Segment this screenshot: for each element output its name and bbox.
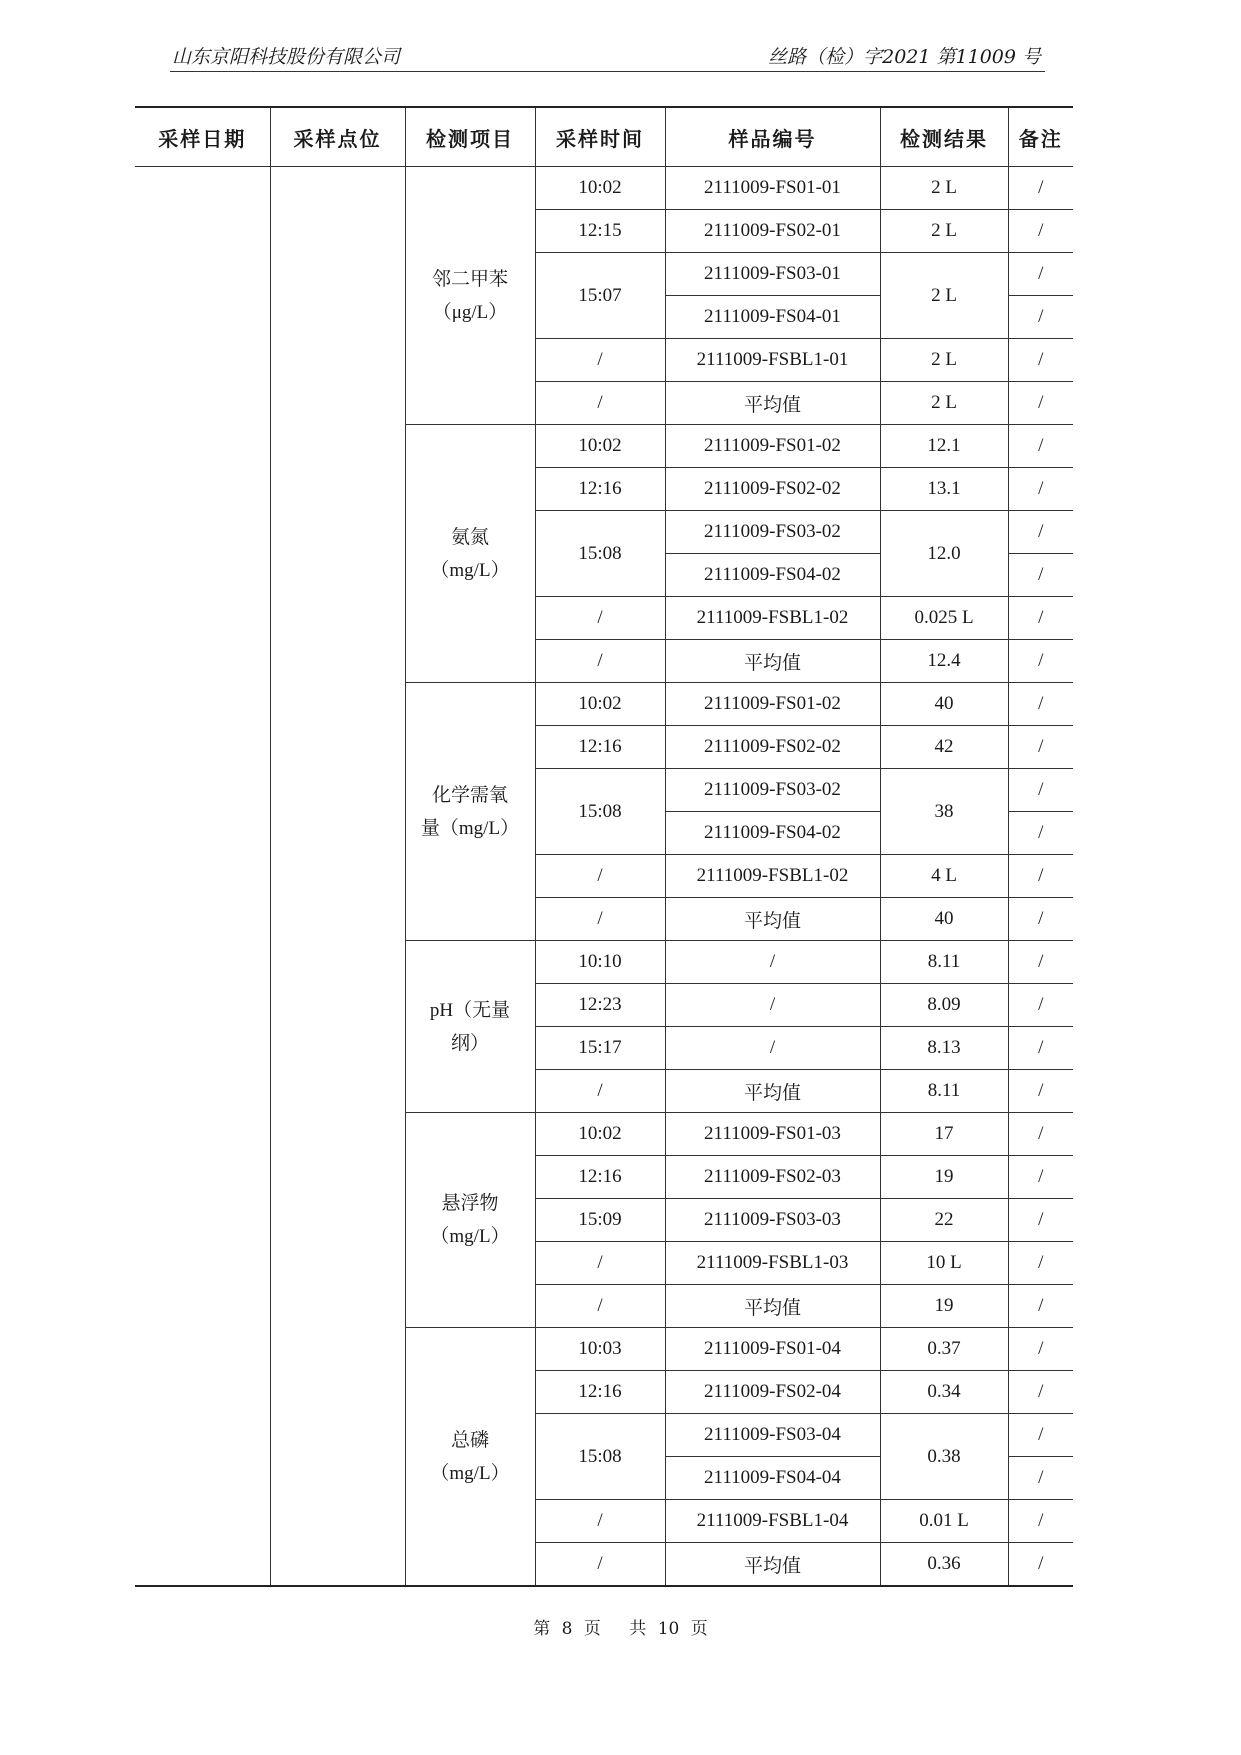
test-result: 8.11: [880, 941, 1008, 984]
sample-id: 2111009-FS03-03: [665, 1199, 880, 1242]
note: /: [1008, 597, 1073, 640]
test-result: 2 L: [880, 210, 1008, 253]
note: /: [1008, 296, 1073, 339]
note: /: [1008, 1027, 1073, 1070]
sampling-time: /: [535, 855, 665, 898]
test-result: 2 L: [880, 339, 1008, 382]
sample-id: 2111009-FS02-02: [665, 468, 880, 511]
company-name: 山东京阳科技股份有限公司: [172, 46, 401, 68]
test-result: 8.09: [880, 984, 1008, 1027]
sampling-time: 12:16: [535, 468, 665, 511]
sample-id: 2111009-FS03-01: [665, 253, 880, 296]
table-header-row: [135, 107, 1073, 167]
sampling-time: 10:02: [535, 1113, 665, 1156]
sample-id: /: [665, 1027, 880, 1070]
note: /: [1008, 1543, 1073, 1587]
note: /: [1008, 253, 1073, 296]
sampling-time: 10:02: [535, 425, 665, 468]
note: /: [1008, 898, 1073, 941]
sample-id: 2111009-FS01-01: [665, 167, 880, 210]
note: /: [1008, 1500, 1073, 1543]
sample-id: 2111009-FS01-04: [665, 1328, 880, 1371]
sampling-time: 10:02: [535, 683, 665, 726]
test-item: 化学需氧 量（mg/L）: [405, 683, 535, 941]
sampling-time: 15:08: [535, 511, 665, 597]
sample-id: 2111009-FSBL1-02: [665, 855, 880, 898]
sample-id: 平均值: [665, 1070, 880, 1113]
sampling-time: 10:02: [535, 167, 665, 210]
sample-id: 2111009-FSBL1-04: [665, 1500, 880, 1543]
note: /: [1008, 1199, 1073, 1242]
sample-id: 2111009-FS04-04: [665, 1457, 880, 1500]
sample-id: 2111009-FSBL1-02: [665, 597, 880, 640]
test-result: 8.13: [880, 1027, 1008, 1070]
sample-id: 平均值: [665, 640, 880, 683]
test-result: 0.37: [880, 1328, 1008, 1371]
test-result: 13.1: [880, 468, 1008, 511]
test-result: 17: [880, 1113, 1008, 1156]
sampling-time: 15:17: [535, 1027, 665, 1070]
sample-id: 平均值: [665, 898, 880, 941]
sampling-time: /: [535, 1543, 665, 1587]
test-result: 2 L: [880, 253, 1008, 339]
test-result: 10 L: [880, 1242, 1008, 1285]
note: /: [1008, 941, 1073, 984]
sample-id: 2111009-FS01-02: [665, 425, 880, 468]
test-result: 12.0: [880, 511, 1008, 597]
sample-id: 2111009-FSBL1-03: [665, 1242, 880, 1285]
sampling-time: 15:08: [535, 1414, 665, 1500]
test-result: 19: [880, 1156, 1008, 1199]
note: /: [1008, 554, 1073, 597]
note: /: [1008, 1113, 1073, 1156]
note: /: [1008, 382, 1073, 425]
test-item: 总磷 （mg/L）: [405, 1328, 535, 1587]
note: /: [1008, 210, 1073, 253]
sampling-time: 10:10: [535, 941, 665, 984]
test-result: 0.38: [880, 1414, 1008, 1500]
test-item: 氨氮 （mg/L）: [405, 425, 535, 683]
sample-id: /: [665, 984, 880, 1027]
note: /: [1008, 1242, 1073, 1285]
sample-id: /: [665, 941, 880, 984]
sampling-time: 12:15: [535, 210, 665, 253]
sampling-time: 12:16: [535, 1371, 665, 1414]
sampling-time: /: [535, 1242, 665, 1285]
col-header-time: 采样时间: [535, 107, 665, 167]
note: /: [1008, 1070, 1073, 1113]
test-result: 0.34: [880, 1371, 1008, 1414]
test-result: 8.11: [880, 1070, 1008, 1113]
table-row: [135, 167, 1073, 210]
test-result: 40: [880, 898, 1008, 941]
note: /: [1008, 683, 1073, 726]
report-number: 丝路（检）字2021 第11009 号: [768, 46, 1041, 68]
test-result: 42: [880, 726, 1008, 769]
col-header-location: 采样点位: [270, 107, 405, 167]
page-number: 第 8 页 共 10 页: [533, 1619, 708, 1639]
test-result: 2 L: [880, 167, 1008, 210]
col-header-note: 备注: [1008, 107, 1073, 167]
sample-id: 2111009-FS02-01: [665, 210, 880, 253]
sampling-time: /: [535, 1500, 665, 1543]
note: /: [1008, 339, 1073, 382]
sampling-time: /: [535, 382, 665, 425]
sample-id: 2111009-FS02-02: [665, 726, 880, 769]
sample-id: 2111009-FS04-02: [665, 812, 880, 855]
note: /: [1008, 1285, 1073, 1328]
sample-id: 2111009-FS04-02: [665, 554, 880, 597]
sample-id: 2111009-FS02-04: [665, 1371, 880, 1414]
note: /: [1008, 167, 1073, 210]
sample-id: 平均值: [665, 1285, 880, 1328]
sample-id: 2111009-FS04-01: [665, 296, 880, 339]
note: /: [1008, 1156, 1073, 1199]
note: /: [1008, 1371, 1073, 1414]
sample-id: 2111009-FS01-03: [665, 1113, 880, 1156]
note: /: [1008, 1457, 1073, 1500]
test-result: 4 L: [880, 855, 1008, 898]
sampling-time: 12:16: [535, 1156, 665, 1199]
sample-id: 2111009-FS03-04: [665, 1414, 880, 1457]
sampling-time: 12:23: [535, 984, 665, 1027]
sampling-time: /: [535, 597, 665, 640]
note: /: [1008, 640, 1073, 683]
note: /: [1008, 1414, 1073, 1457]
sample-id: 2111009-FS03-02: [665, 769, 880, 812]
test-result: 38: [880, 769, 1008, 855]
note: /: [1008, 984, 1073, 1027]
test-result: 0.025 L: [880, 597, 1008, 640]
test-result: 19: [880, 1285, 1008, 1328]
sampling-time: /: [535, 640, 665, 683]
sample-id: 2111009-FS03-02: [665, 511, 880, 554]
sample-id: 平均值: [665, 1543, 880, 1587]
sampling-time: 12:16: [535, 726, 665, 769]
sample-id: 平均值: [665, 382, 880, 425]
note: /: [1008, 726, 1073, 769]
note: /: [1008, 511, 1073, 554]
test-item: 邻二甲苯 （μg/L）: [405, 167, 535, 425]
test-result: 0.01 L: [880, 1500, 1008, 1543]
sampling-time: 15:08: [535, 769, 665, 855]
col-header-item: 检测项目: [405, 107, 535, 167]
test-result: 40: [880, 683, 1008, 726]
col-header-date: 采样日期: [135, 107, 270, 167]
test-result: 12.4: [880, 640, 1008, 683]
sampling-time: /: [535, 1070, 665, 1113]
sampling-time: /: [535, 1285, 665, 1328]
sample-id: 2111009-FS01-02: [665, 683, 880, 726]
sampling-time: 15:07: [535, 253, 665, 339]
sampling-date-cell: [135, 167, 270, 1587]
sampling-time: 10:03: [535, 1328, 665, 1371]
test-result: 2 L: [880, 382, 1008, 425]
sampling-location-cell: [270, 167, 405, 1587]
col-header-sample-id: 样品编号: [665, 107, 880, 167]
results-table: [135, 106, 1073, 1587]
test-item: 悬浮物 （mg/L）: [405, 1113, 535, 1328]
test-result: 12.1: [880, 425, 1008, 468]
test-result: 0.36: [880, 1543, 1008, 1587]
sample-id: 2111009-FSBL1-01: [665, 339, 880, 382]
test-result: 22: [880, 1199, 1008, 1242]
sample-id: 2111009-FS02-03: [665, 1156, 880, 1199]
header-divider: [170, 71, 1045, 72]
note: /: [1008, 812, 1073, 855]
note: /: [1008, 769, 1073, 812]
sampling-time: /: [535, 898, 665, 941]
sampling-time: 15:09: [535, 1199, 665, 1242]
sampling-time: /: [535, 339, 665, 382]
test-item: pH（无量 纲）: [405, 941, 535, 1113]
note: /: [1008, 855, 1073, 898]
note: /: [1008, 425, 1073, 468]
note: /: [1008, 468, 1073, 511]
note: /: [1008, 1328, 1073, 1371]
col-header-result: 检测结果: [880, 107, 1008, 167]
